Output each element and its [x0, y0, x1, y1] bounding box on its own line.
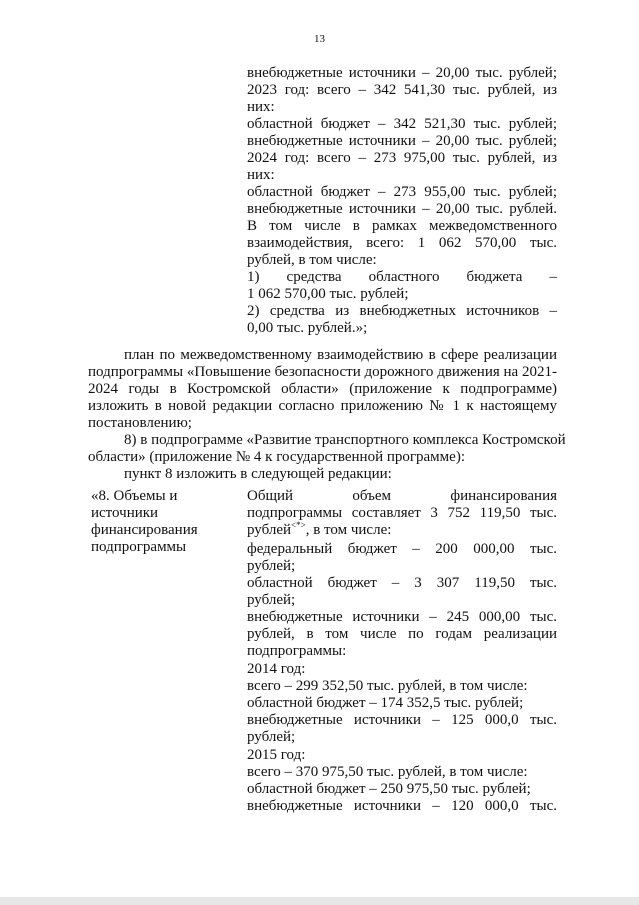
text-line: областной бюджет – 250 975,50 тыс. рублей;: [247, 781, 531, 797]
text-line: областной бюджет – 273 955,00 тыс. рублей;: [247, 184, 557, 200]
text-line: 2024 годы в Костромской области» (приложение к подпрограмме): [88, 381, 557, 397]
text-line: области» (приложение № 4 к государственной программе):: [88, 449, 465, 465]
text-line: областной бюджет – 342 521,30 тыс. рублей;: [247, 116, 557, 132]
footnote-marker: <*>: [291, 520, 306, 530]
text-line: внебюджетные источники – 125 000,0 тыс.: [247, 712, 557, 728]
text-line: подпрограммы «Повышение безопасности дорожного движения на 2021-: [88, 364, 557, 380]
table-label-cell: [91, 488, 241, 556]
text-line: рублей, в том числе:: [247, 252, 377, 268]
text-line: 1 062 570,00 тыс. рублей;: [247, 286, 409, 302]
text-line: федеральный бюджет – 200 000,00 тыс.: [247, 541, 557, 557]
text-line: областной бюджет – 3 307 119,50 тыс.: [247, 575, 557, 591]
text-line: финансирования: [91, 522, 198, 538]
text-line: 8) в подпрограмме «Развитие транспортного комплекса Костромской: [124, 432, 566, 448]
text-line: внебюджетные источники – 20,00 тыс. рублей;: [247, 133, 557, 149]
text-line: 2024 год: всего – 273 975,00 тыс. рублей, из: [247, 150, 557, 166]
text-line: них:: [247, 167, 275, 183]
text-line: изложить в новой редакции согласно приложению № 1 к настоящему: [88, 398, 557, 414]
text-line: источники: [91, 505, 159, 521]
text-line: 2023 год: всего – 342 541,30 тыс. рублей, из: [247, 82, 557, 98]
text-line: постановлению;: [88, 415, 192, 431]
text-line: 2015 год:: [247, 747, 306, 763]
text-line: подпрограммы: [91, 539, 187, 555]
text-line: внебюджетные источники – 245 000,00 тыс.: [247, 609, 557, 625]
text-line: пункт 8 изложить в следующей редакции:: [124, 466, 392, 482]
text-line: рублей;: [247, 729, 296, 745]
scan-edge: [0, 897, 639, 905]
page-number: 13: [314, 33, 325, 45]
text-line: рублей;: [247, 558, 296, 574]
text-line: рублей;: [247, 592, 296, 608]
text-line: внебюджетные источники – 20,00 тыс. рублей;: [247, 65, 557, 81]
text-line: подпрограммы составляет 3 752 119,50 тыс.: [247, 505, 557, 521]
text-fragment: рублей: [247, 522, 292, 538]
text-line: план по межведомственному взаимодействию в сфере реализации: [124, 347, 557, 363]
text-line: 1) средства областного бюджета –: [247, 269, 557, 285]
text-line: 2014 год:: [247, 661, 306, 677]
text-line: В том числе в рамках межведомственного: [247, 218, 557, 234]
text-line: внебюджетные источники – 20,00 тыс. рублей.: [247, 201, 557, 217]
text-line: [247, 522, 557, 539]
text-line: взаимодействия, всего: 1 062 570,00 тыс.: [247, 235, 557, 251]
text-line: Общий объем финансирования: [247, 488, 557, 504]
text-line: них:: [247, 99, 275, 115]
text-line: областной бюджет – 174 352,5 тыс. рублей;: [247, 695, 524, 711]
text-line: всего – 299 352,50 тыс. рублей, в том числе:: [247, 678, 528, 694]
text-line: подпрограммы:: [247, 643, 347, 659]
text-line: 2) средства из внебюджетных источников –: [247, 303, 557, 319]
text-fragment: , в том числе:: [305, 522, 392, 538]
text-line: внебюджетные источники – 120 000,0 тыс.: [247, 798, 557, 814]
text-line: рублей, в том числе по годам реализации: [247, 626, 557, 642]
text-line: всего – 370 975,50 тыс. рублей, в том числе:: [247, 764, 528, 780]
text-line: 0,00 тыс. рублей.»;: [247, 320, 368, 336]
text-line: «8. Объемы и: [91, 488, 178, 504]
